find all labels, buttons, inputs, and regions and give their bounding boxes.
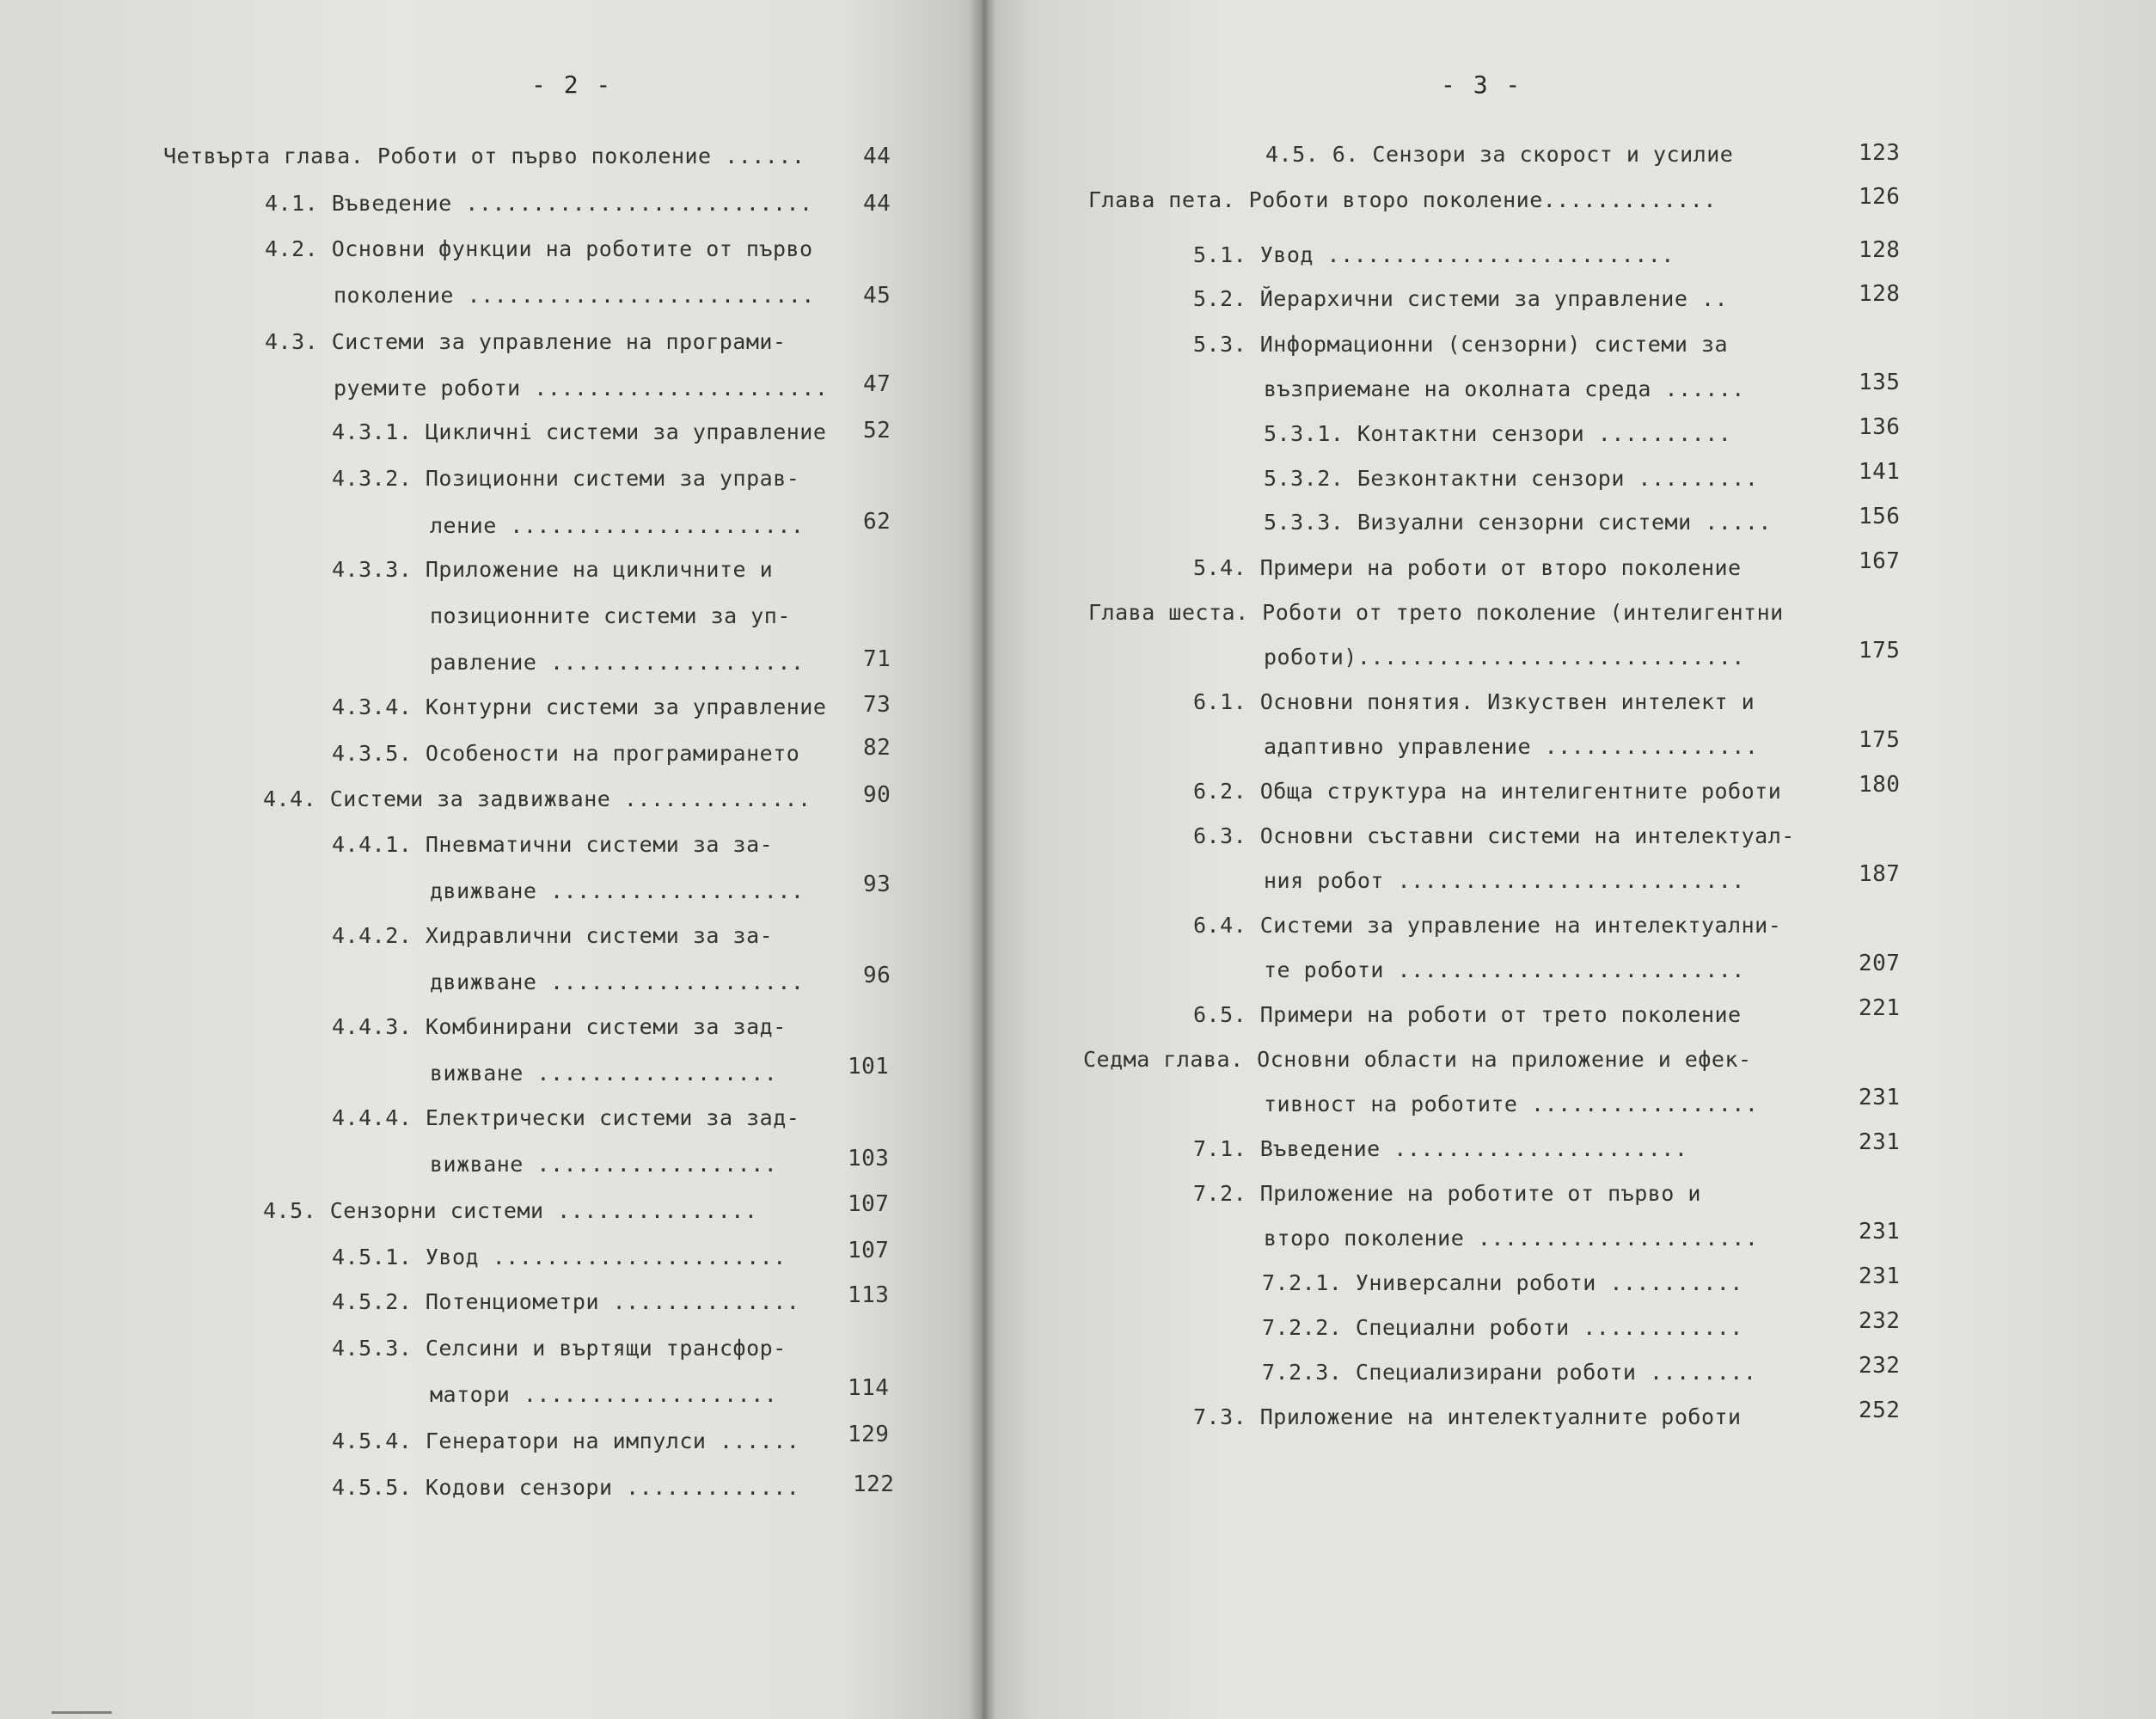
toc-chapter-5: Глава пета. Роботи второ поколение............. [1088,187,1717,212]
toc-entry: 4.3.2. Позиционни системи за управ- [332,466,800,491]
toc-entry: 6.2. Обща структура на интелигентните роботи [1193,779,1782,804]
toc-entry: 7.2.2. Специални роботи ............ [1262,1315,1743,1340]
toc-page-number: 232 [1859,1308,1901,1334]
toc-page-number: 128 [1859,237,1901,263]
toc-entry: 4.5.4. Генератори на импулси ...... [332,1428,800,1453]
toc-entry-continued: поколение .......................... [334,283,815,308]
toc-page-number: 52 [863,418,891,444]
toc-entry: 4.4. Системи за задвижване .............. [263,786,812,811]
toc-entry-continued: матори ................... [430,1382,778,1407]
toc-entry: 6.4. Системи за управление на интелектуални- [1193,913,1782,938]
toc-page-number: 122 [853,1471,895,1497]
toc-entry: 4.4.2. Хидравлични системи за за- [332,923,774,948]
toc-entry: 7.2.3. Специализирани роботи ........ [1262,1360,1757,1385]
toc-page-number: 82 [863,735,891,761]
toc-entry: 4.4.4. Електрически системи за зад- [332,1105,800,1130]
toc-entry: 5.4. Примери на роботи от второ поколение [1193,555,1742,580]
toc-page-number: 90 [863,782,891,808]
toc-page-number: 175 [1859,638,1901,664]
right-page [987,0,2156,1719]
toc-page-number: 231 [1859,1263,1901,1289]
toc-page-number: 180 [1859,772,1901,798]
toc-page-number: 167 [1859,548,1901,574]
toc-page-number: 113 [848,1282,890,1308]
toc-entry-continued: вижване .................. [430,1152,778,1177]
toc-entry: 6.5. Примери на роботи от трето поколение [1193,1002,1742,1027]
toc-entry-continued: руемите роботи ...................... [334,376,829,401]
toc-page-number: 123 [1859,140,1901,166]
toc-entry: 5.3.3. Визуални сензорни системи ..... [1264,510,1772,535]
toc-page-number: 136 [1859,414,1901,440]
toc-page-number: 103 [848,1146,890,1171]
toc-entry-continued: движване ................... [430,970,805,994]
toc-entry: 4.4.1. Пневматични системи за за- [332,832,774,857]
toc-page-number: 96 [863,963,891,988]
toc-page-number: 129 [848,1422,890,1447]
toc-entry: 4.3.4. Контурни системи за управление [332,694,827,719]
toc-entry: 4.5.2. Потенциометри .............. [332,1289,800,1314]
page-number: - 2 - [531,70,613,99]
toc-entry: 5.2. Йерархични системи за управление .. [1193,286,1729,311]
toc-entry: 5.3.1. Контактни сензори .......... [1264,421,1732,446]
toc-entry-continued: позиционните системи за уп- [430,603,791,628]
toc-page-number: 156 [1859,504,1901,529]
page-number: - 3 - [1441,70,1522,99]
toc-entry: 4.1. Въведение .......................... [265,191,813,216]
toc-page-number: 221 [1859,995,1901,1021]
toc-entry-continued: ния робот .......................... [1264,868,1745,893]
page-edge-mark [52,1711,112,1714]
toc-chapter-7: Седма глава. Основни области на приложение и ефек- [1083,1047,1752,1072]
toc-entry: 4.5. 6. Сензори за скорост и усилие [1265,142,1734,167]
toc-page-number: 107 [848,1191,890,1217]
toc-page-number: 128 [1859,281,1901,307]
toc-entry: 4.5. Сензорни системи ............... [263,1198,758,1223]
toc-entry: 5.3.2. Безконтактни сензори ......... [1264,466,1759,491]
toc-page-number: 93 [863,872,891,897]
toc-page-number: 231 [1859,1085,1901,1110]
toc-entry: 6.1. Основни понятия. Изкуствен интелект и [1193,689,1755,714]
toc-page-number: 114 [848,1375,890,1401]
toc-entry: 4.5.1. Увод ...................... [332,1245,787,1269]
toc-entry: 4.3.3. Приложение на цикличните и [332,557,774,582]
toc-page-number: 126 [1859,184,1901,210]
toc-page-number: 231 [1859,1129,1901,1155]
toc-entry: 5.3. Информационни (сензорни) системи за [1193,332,1729,357]
toc-entry: 4.5.3. Селсини и въртящи трансфор- [332,1336,787,1361]
toc-entry-continued: вижване .................. [430,1061,778,1086]
toc-page-number: 45 [863,283,891,309]
toc-entry-continued: второ поколение ..................... [1264,1226,1759,1251]
toc-entry: 4.5.5. Кодови сензори ............. [332,1475,800,1500]
toc-chapter-6: Глава шеста. Роботи от трето поколение (интелигентни [1088,600,1784,625]
toc-entry: 6.3. Основни съставни системи на интелектуал- [1193,823,1795,848]
toc-page-number: 44 [863,191,891,217]
toc-entry: 4.3. Системи за управление на програми- [265,329,787,354]
toc-page-number: 135 [1859,370,1901,395]
toc-page-number: 187 [1859,861,1901,887]
toc-entry: 4.4.3. Комбинирани системи за зад- [332,1014,787,1039]
toc-page-number: 231 [1859,1219,1901,1245]
toc-entry-continued: те роботи .......................... [1264,957,1745,982]
toc-entry: 4.3.1. Цикличнi системи за управление [332,419,827,444]
book-gutter [970,0,995,1719]
toc-page-number: 252 [1859,1398,1901,1423]
left-page [0,0,987,1719]
toc-page-number: 62 [863,509,891,535]
toc-entry: 4.2. Основни функции на роботите от първо [265,236,813,261]
toc-page-number: 73 [863,692,891,718]
toc-chapter-4: Четвърта глава. Роботи от първо поколение ...... [163,144,805,168]
toc-page-number: 141 [1859,459,1901,485]
toc-page-number: 232 [1859,1353,1901,1379]
toc-page-number: 47 [863,371,891,397]
toc-page-number: 107 [848,1238,890,1263]
toc-entry: 4.3.5. Особености на програмирането [332,741,800,766]
toc-entry-continued: ление ...................... [430,513,805,538]
toc-entry: 7.1. Въведение ...................... [1193,1136,1688,1161]
toc-entry-continued: роботи)............................. [1264,645,1745,670]
toc-page-number: 207 [1859,951,1901,976]
toc-page-number: 71 [863,646,891,672]
toc-entry-continued: равление ................... [430,650,805,675]
toc-page-number: 101 [848,1054,890,1080]
toc-page-number: 175 [1859,727,1901,753]
toc-entry-continued: тивност на роботите ................. [1264,1092,1759,1116]
toc-entry-continued: адаптивно управление ................ [1264,734,1759,759]
toc-entry: 7.2. Приложение на роботите от първо и [1193,1181,1701,1206]
toc-page-number: 44 [863,144,891,169]
toc-entry: 7.3. Приложение на интелектуалните роботи [1193,1404,1742,1429]
toc-entry: 7.2.1. Универсални роботи .......... [1262,1270,1743,1295]
toc-entry: 5.1. Увод .......................... [1193,242,1675,267]
toc-entry-continued: възприемане на околната среда ...... [1264,376,1745,401]
toc-entry-continued: движване ................... [430,878,805,903]
